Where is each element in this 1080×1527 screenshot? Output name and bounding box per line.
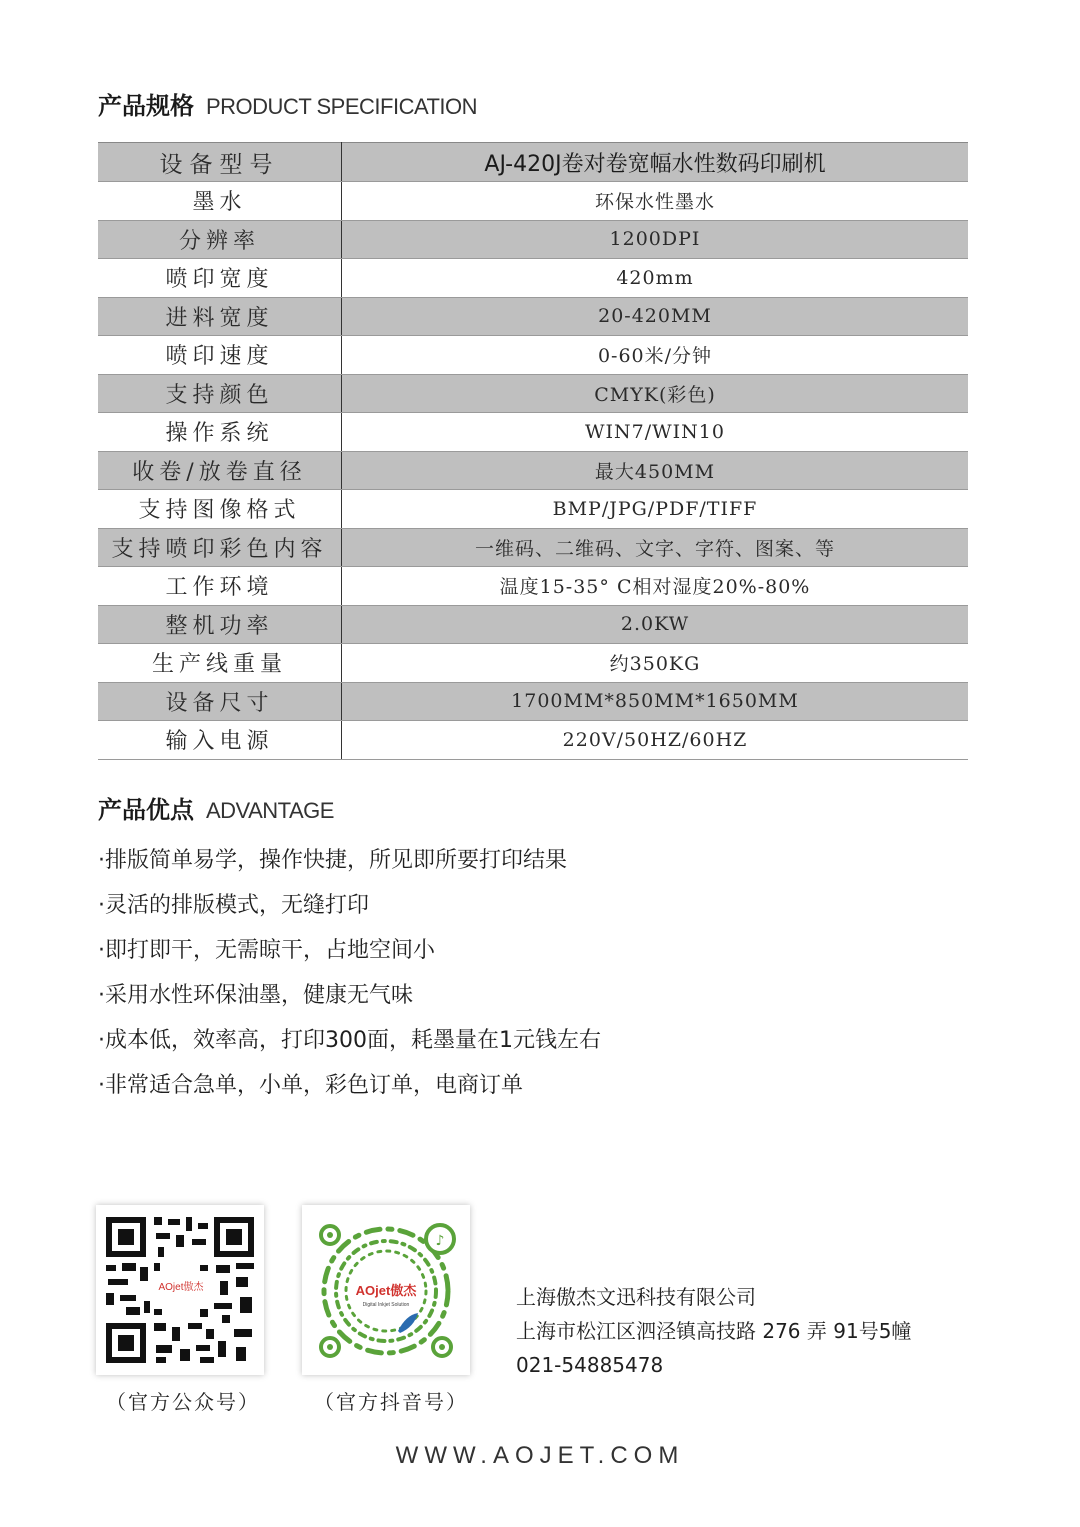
spec-label: 支持颜色 <box>98 374 342 413</box>
spec-label: 喷印速度 <box>98 336 342 375</box>
spec-label: 设备尺寸 <box>98 682 342 721</box>
spec-table-row <box>98 259 968 298</box>
douyin-qr-caption: （官方抖音号） <box>314 1390 468 1414</box>
spec-table-row <box>98 567 968 606</box>
douyin-logo-icon: ♪ <box>435 1233 445 1249</box>
spec-value: 环保水性墨水 <box>342 182 969 221</box>
spec-label: 进料宽度 <box>98 297 342 336</box>
spec-header-value: AJ-420J卷对卷宽幅水性数码印刷机 <box>342 143 969 182</box>
spec-table-row <box>98 490 968 529</box>
advantage-list <box>98 838 601 1108</box>
spec-table-row <box>98 605 968 644</box>
spec-table-row <box>98 682 968 721</box>
spec-value: 约350KG <box>342 644 969 683</box>
spec-table-row <box>98 336 968 375</box>
wechat-qr-caption: （官方公众号） <box>106 1390 260 1414</box>
spec-label: 分辨率 <box>98 220 342 259</box>
spec-table <box>98 142 968 760</box>
advantage-title-en: ADVANTAGE <box>206 798 334 823</box>
spec-title-en: PRODUCT SPECIFICATION <box>206 94 478 119</box>
advantage-section-title <box>98 790 334 825</box>
spec-label: 整机功率 <box>98 605 342 644</box>
spec-value: 1200DPI <box>342 220 969 259</box>
spec-table-row <box>98 374 968 413</box>
spec-value: 20-420MM <box>342 297 969 336</box>
spec-table-row <box>98 182 968 221</box>
spec-header-label: 设备型号 <box>98 143 342 182</box>
spec-title-cn: 产品规格 <box>98 92 194 120</box>
spec-value: 温度15-35° C相对湿度20%-80% <box>342 567 969 606</box>
company-name: 上海傲杰文迅科技有限公司 <box>516 1285 756 1309</box>
qr-code-icon <box>96 1205 264 1375</box>
company-phone[interactable]: 021-54885478 <box>516 1353 664 1377</box>
spec-value: 2.0KW <box>342 605 969 644</box>
spec-label: 输入电源 <box>98 721 342 760</box>
spec-value: BMP/JPG/PDF/TIFF <box>342 490 969 529</box>
advantage-item: ·成本低，效率高，打印300面，耗墨量在1元钱左右 <box>98 1028 601 1053</box>
advantage-item: ·非常适合急单，小单，彩色订单，电商订单 <box>98 1073 523 1098</box>
advantage-item: ·排版简单易学，操作快捷，所见即所要打印结果 <box>98 848 567 873</box>
spec-table-row <box>98 644 968 683</box>
spec-label: 工作环境 <box>98 567 342 606</box>
spec-table-row <box>98 528 968 567</box>
company-address: 上海市松江区泗泾镇高技路 276 弄 91号5幢 <box>516 1319 912 1343</box>
spec-value: CMYK(彩色) <box>342 374 969 413</box>
douyin-qr-code <box>302 1205 470 1375</box>
contact-info <box>516 1280 911 1382</box>
spec-label: 收卷/放卷直径 <box>98 451 342 490</box>
spec-value: WIN7/WIN10 <box>342 413 969 452</box>
spec-table-row <box>98 220 968 259</box>
spec-value: 420mm <box>342 259 969 298</box>
spec-label: 支持喷印彩色内容 <box>98 528 342 567</box>
spec-value: 一维码、二维码、文字、字符、图案、等 <box>342 528 969 567</box>
spec-table-header <box>98 143 968 182</box>
advantage-item: ·采用水性环保油墨，健康无气味 <box>98 983 413 1008</box>
spec-value: 最大450MM <box>342 451 969 490</box>
spec-table-row <box>98 721 968 760</box>
advantage-item: ·灵活的排版模式，无缝打印 <box>98 893 369 918</box>
spec-value: 1700MM*850MM*1650MM <box>342 682 969 721</box>
wechat-qr-code <box>96 1205 264 1375</box>
spec-value: 0-60米/分钟 <box>342 336 969 375</box>
website-link[interactable]: WWW.AOJET.COM <box>395 1442 685 1469</box>
spec-label: 操作系统 <box>98 413 342 452</box>
spec-section-title <box>98 86 477 121</box>
spec-label: 墨水 <box>98 182 342 221</box>
aojet-logo: AOjet傲杰 <box>158 1282 204 1293</box>
advantage-item: ·即打即干，无需晾干，占地空间小 <box>98 938 435 963</box>
spec-value: 220V/50HZ/60HZ <box>342 721 969 760</box>
spec-label: 支持图像格式 <box>98 490 342 529</box>
spec-label: 喷印宽度 <box>98 259 342 298</box>
advantage-title-cn: 产品优点 <box>98 796 194 824</box>
spec-label: 生产线重量 <box>98 644 342 683</box>
spec-table-row <box>98 297 968 336</box>
douyin-code-icon <box>302 1205 470 1375</box>
spec-table-row <box>98 413 968 452</box>
svg-text:Digital Inkjet Solution: Digital Inkjet Solution <box>362 1302 410 1308</box>
spec-table-row <box>98 451 968 490</box>
aojet-logo: AOjet傲杰 <box>355 1283 417 1298</box>
